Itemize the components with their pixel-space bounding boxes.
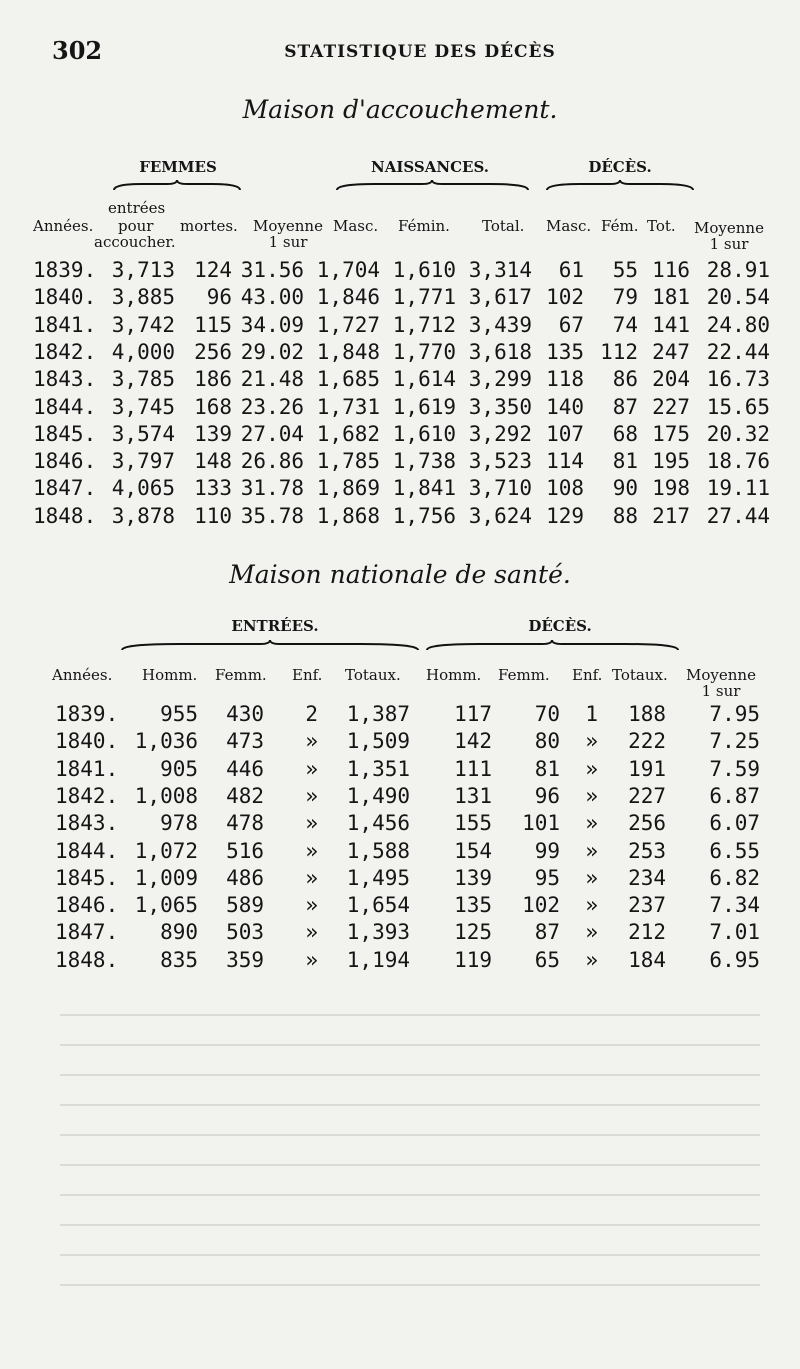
cell-deces-fem: 68 bbox=[612, 421, 638, 446]
table-row bbox=[0, 258, 800, 285]
cell-homm: 1,008 bbox=[134, 783, 198, 808]
hdr-moyenne bbox=[248, 218, 328, 250]
table-row bbox=[0, 839, 800, 866]
cell-masc: 1,785 bbox=[316, 449, 380, 474]
cell-deces-totaux: 212 bbox=[628, 920, 666, 945]
cell-homm: 1,009 bbox=[134, 865, 198, 890]
table2-title: Maison nationale de santé. bbox=[229, 560, 571, 589]
cell-totaux: 1,351 bbox=[346, 756, 410, 781]
table-row bbox=[0, 313, 800, 340]
hdr2-totaux: Totaux. bbox=[345, 666, 401, 684]
cell-entrees: 3,745 bbox=[111, 394, 175, 419]
cell-moyenne: 6.87 bbox=[709, 783, 760, 808]
hdr2-annees: Années. bbox=[52, 666, 113, 684]
table-row bbox=[0, 395, 800, 422]
cell-mortes: 115 bbox=[194, 312, 232, 337]
cell-deces-tot: 175 bbox=[652, 421, 690, 446]
cell-deces-masc: 114 bbox=[546, 449, 584, 474]
cell-femin: 1,610 bbox=[392, 421, 456, 446]
cell-year: 1844. bbox=[55, 838, 119, 863]
cell-entrees: 3,878 bbox=[111, 503, 175, 528]
hdr2-moyenne-2: 1 sur bbox=[701, 682, 741, 700]
cell-deces-tot: 217 bbox=[652, 503, 690, 528]
cell-entrees: 3,574 bbox=[111, 421, 175, 446]
hdr-masc: Masc. bbox=[333, 217, 379, 235]
cell-homm: 1,065 bbox=[134, 893, 198, 918]
table-row bbox=[0, 866, 800, 893]
cell-moyenne: 31.56 bbox=[240, 258, 304, 282]
cell-homm: 978 bbox=[160, 811, 198, 836]
cell-deces-tot: 141 bbox=[652, 312, 690, 337]
brace-entrees bbox=[120, 640, 420, 652]
cell-year: 1843. bbox=[33, 367, 97, 392]
cell-total: 3,617 bbox=[468, 285, 532, 310]
cell-year: 1841. bbox=[55, 756, 119, 781]
cell-deces-moyenne: 19.11 bbox=[706, 476, 770, 501]
cell-deces-masc: 61 bbox=[558, 258, 584, 282]
cell-moyenne: 6.55 bbox=[709, 838, 760, 863]
cell-femin: 1,712 bbox=[392, 312, 456, 337]
table-row bbox=[0, 504, 800, 531]
table-row bbox=[0, 367, 800, 394]
cell-moyenne: 35.78 bbox=[240, 503, 304, 528]
cell-masc: 1,868 bbox=[316, 503, 380, 528]
cell-femm: 516 bbox=[226, 838, 264, 863]
cell-deces-moyenne: 18.76 bbox=[706, 449, 770, 474]
cell-year: 1842. bbox=[33, 339, 97, 364]
cell-deces-enf: » bbox=[585, 865, 598, 890]
brace-deces-2 bbox=[425, 640, 680, 652]
cell-deces-fem: 74 bbox=[612, 312, 638, 337]
table-row bbox=[0, 811, 800, 838]
cell-total: 3,618 bbox=[468, 339, 532, 364]
cell-total: 3,439 bbox=[468, 312, 532, 337]
cell-deces-homm: 155 bbox=[454, 811, 492, 836]
cell-deces-tot: 227 bbox=[652, 394, 690, 419]
cell-femm: 589 bbox=[226, 893, 264, 918]
cell-deces-tot: 198 bbox=[652, 476, 690, 501]
table-row bbox=[0, 920, 800, 947]
cell-enf: » bbox=[305, 783, 318, 808]
cell-femm: 486 bbox=[226, 865, 264, 890]
cell-deces-homm: 139 bbox=[454, 865, 492, 890]
cell-deces-fem: 86 bbox=[612, 367, 638, 392]
hdr-deces-moyenne-1: Moyenne bbox=[694, 219, 764, 237]
cell-femin: 1,614 bbox=[392, 367, 456, 392]
cell-deces-moyenne: 27.44 bbox=[706, 503, 770, 528]
cell-femin: 1,756 bbox=[392, 503, 456, 528]
cell-year: 1846. bbox=[55, 893, 119, 918]
hdr-deces-masc: Masc. bbox=[546, 217, 592, 235]
table-row bbox=[0, 702, 800, 729]
cell-deces-femm: 70 bbox=[534, 702, 560, 726]
cell-femin: 1,610 bbox=[392, 258, 456, 282]
cell-deces-fem: 87 bbox=[612, 394, 638, 419]
cell-deces-totaux: 188 bbox=[628, 702, 666, 726]
cell-year: 1840. bbox=[33, 285, 97, 310]
table-row bbox=[0, 340, 800, 367]
cell-moyenne: 7.95 bbox=[709, 702, 760, 726]
cell-deces-enf: » bbox=[585, 893, 598, 918]
cell-deces-moyenne: 28.91 bbox=[706, 258, 770, 282]
cell-masc: 1,704 bbox=[316, 258, 380, 282]
cell-deces-femm: 102 bbox=[522, 893, 560, 918]
cell-total: 3,710 bbox=[468, 476, 532, 501]
cell-deces-femm: 87 bbox=[534, 920, 560, 945]
cell-enf: » bbox=[305, 893, 318, 918]
cell-homm: 835 bbox=[160, 947, 198, 972]
cell-mortes: 148 bbox=[194, 449, 232, 474]
cell-year: 1848. bbox=[55, 947, 119, 972]
brace-femmes bbox=[112, 180, 242, 192]
cell-year: 1842. bbox=[55, 783, 119, 808]
cell-deces-totaux: 191 bbox=[628, 756, 666, 781]
cell-deces-moyenne: 20.32 bbox=[706, 421, 770, 446]
cell-deces-masc: 107 bbox=[546, 421, 584, 446]
cell-mortes: 168 bbox=[194, 394, 232, 419]
cell-homm: 955 bbox=[160, 702, 198, 726]
table-row bbox=[0, 757, 800, 784]
cell-moyenne: 26.86 bbox=[240, 449, 304, 474]
group-femmes: FEMMES bbox=[139, 158, 217, 176]
cell-deces-totaux: 184 bbox=[628, 947, 666, 972]
cell-year: 1847. bbox=[55, 920, 119, 945]
cell-deces-masc: 135 bbox=[546, 339, 584, 364]
cell-deces-moyenne: 16.73 bbox=[706, 367, 770, 392]
table-row bbox=[0, 449, 800, 476]
brace-naissances bbox=[335, 180, 530, 192]
cell-femin: 1,771 bbox=[392, 285, 456, 310]
cell-year: 1839. bbox=[33, 258, 97, 282]
cell-deces-tot: 195 bbox=[652, 449, 690, 474]
cell-deces-enf: » bbox=[585, 729, 598, 754]
cell-deces-masc: 108 bbox=[546, 476, 584, 501]
cell-deces-moyenne: 20.54 bbox=[706, 285, 770, 310]
cell-enf: » bbox=[305, 947, 318, 972]
brace-deces bbox=[545, 180, 695, 192]
cell-homm: 905 bbox=[160, 756, 198, 781]
cell-deces-fem: 79 bbox=[612, 285, 638, 310]
cell-deces-enf: » bbox=[585, 756, 598, 781]
cell-moyenne: 31.78 bbox=[240, 476, 304, 501]
cell-year: 1839. bbox=[55, 702, 119, 726]
cell-masc: 1,731 bbox=[316, 394, 380, 419]
cell-year: 1848. bbox=[33, 503, 97, 528]
cell-year: 1843. bbox=[55, 811, 119, 836]
hdr-annees: Années. bbox=[33, 217, 94, 235]
cell-moyenne: 29.02 bbox=[240, 339, 304, 364]
cell-deces-masc: 129 bbox=[546, 503, 584, 528]
cell-totaux: 1,490 bbox=[346, 783, 410, 808]
cell-year: 1846. bbox=[33, 449, 97, 474]
cell-totaux: 1,387 bbox=[346, 702, 410, 726]
hdr-entrees-1: entrées bbox=[108, 199, 166, 217]
cell-deces-enf: » bbox=[585, 783, 598, 808]
cell-deces-masc: 140 bbox=[546, 394, 584, 419]
cell-deces-enf: » bbox=[585, 811, 598, 836]
group-entrees: ENTRÉES. bbox=[231, 617, 319, 635]
cell-mortes: 133 bbox=[194, 476, 232, 501]
hdr2-deces-femm: Femm. bbox=[498, 666, 550, 684]
cell-deces-fem: 81 bbox=[612, 449, 638, 474]
cell-deces-femm: 95 bbox=[534, 865, 560, 890]
cell-femin: 1,841 bbox=[392, 476, 456, 501]
cell-homm: 890 bbox=[160, 920, 198, 945]
cell-deces-moyenne: 15.65 bbox=[706, 394, 770, 419]
cell-femin: 1,770 bbox=[392, 339, 456, 364]
table-row bbox=[0, 784, 800, 811]
table-row bbox=[0, 285, 800, 312]
cell-homm: 1,072 bbox=[134, 838, 198, 863]
cell-enf: » bbox=[305, 838, 318, 863]
cell-deces-homm: 131 bbox=[454, 783, 492, 808]
cell-enf: » bbox=[305, 756, 318, 781]
cell-total: 3,523 bbox=[468, 449, 532, 474]
cell-deces-masc: 67 bbox=[558, 312, 584, 337]
hdr-mortes: mortes. bbox=[180, 217, 238, 235]
cell-moyenne: 27.04 bbox=[240, 421, 304, 446]
cell-moyenne: 6.82 bbox=[709, 865, 760, 890]
cell-total: 3,350 bbox=[468, 394, 532, 419]
group-deces-2: DÉCÈS. bbox=[528, 617, 592, 635]
cell-totaux: 1,588 bbox=[346, 838, 410, 863]
cell-deces-totaux: 253 bbox=[628, 838, 666, 863]
hdr-moyenne-2: 1 sur bbox=[268, 233, 308, 251]
cell-year: 1847. bbox=[33, 476, 97, 501]
hdr2-deces-enf: Enf. bbox=[572, 666, 603, 684]
cell-entrees: 3,797 bbox=[111, 449, 175, 474]
cell-deces-enf: » bbox=[585, 947, 598, 972]
cell-deces-homm: 154 bbox=[454, 838, 492, 863]
hdr-entrees-2: pour bbox=[118, 217, 154, 235]
cell-deces-totaux: 222 bbox=[628, 729, 666, 754]
cell-deces-tot: 181 bbox=[652, 285, 690, 310]
cell-mortes: 110 bbox=[194, 503, 232, 528]
hdr-deces-moyenne-2: 1 sur bbox=[709, 235, 749, 253]
cell-moyenne: 6.95 bbox=[709, 947, 760, 972]
cell-deces-masc: 118 bbox=[546, 367, 584, 392]
cell-mortes: 186 bbox=[194, 367, 232, 392]
cell-femm: 430 bbox=[226, 702, 264, 726]
cell-totaux: 1,393 bbox=[346, 920, 410, 945]
cell-femm: 359 bbox=[226, 947, 264, 972]
cell-masc: 1,848 bbox=[316, 339, 380, 364]
cell-moyenne: 7.34 bbox=[709, 893, 760, 918]
cell-deces-fem: 55 bbox=[612, 258, 638, 282]
cell-total: 3,299 bbox=[468, 367, 532, 392]
cell-deces-tot: 247 bbox=[652, 339, 690, 364]
cell-femm: 446 bbox=[226, 756, 264, 781]
hdr-total: Total. bbox=[482, 217, 525, 235]
cell-deces-femm: 99 bbox=[534, 838, 560, 863]
cell-totaux: 1,456 bbox=[346, 811, 410, 836]
cell-deces-masc: 102 bbox=[546, 285, 584, 310]
cell-year: 1845. bbox=[33, 421, 97, 446]
hdr-deces-tot: Tot. bbox=[647, 217, 676, 235]
hdr2-deces-totaux: Totaux. bbox=[612, 666, 668, 684]
cell-deces-enf: » bbox=[585, 838, 598, 863]
cell-entrees: 3,785 bbox=[111, 367, 175, 392]
page-number: 302 bbox=[52, 36, 103, 65]
cell-femin: 1,619 bbox=[392, 394, 456, 419]
cell-deces-homm: 111 bbox=[454, 756, 492, 781]
cell-deces-fem: 88 bbox=[612, 503, 638, 528]
hdr-moyenne-1: Moyenne bbox=[253, 217, 323, 235]
hdr2-enf: Enf. bbox=[292, 666, 323, 684]
cell-enf: 2 bbox=[305, 702, 318, 726]
cell-moyenne: 43.00 bbox=[240, 285, 304, 310]
cell-year: 1841. bbox=[33, 312, 97, 337]
cell-deces-homm: 119 bbox=[454, 947, 492, 972]
cell-totaux: 1,194 bbox=[346, 947, 410, 972]
cell-deces-enf: » bbox=[585, 920, 598, 945]
bleed-through-decoration bbox=[0, 985, 800, 1369]
cell-moyenne: 7.25 bbox=[709, 729, 760, 754]
cell-femm: 473 bbox=[226, 729, 264, 754]
cell-moyenne: 6.07 bbox=[709, 811, 760, 836]
cell-enf: » bbox=[305, 865, 318, 890]
table-row bbox=[0, 422, 800, 449]
cell-deces-homm: 142 bbox=[454, 729, 492, 754]
cell-entrees: 4,065 bbox=[111, 476, 175, 501]
cell-deces-tot: 116 bbox=[652, 258, 690, 282]
cell-deces-femm: 80 bbox=[534, 729, 560, 754]
cell-femm: 503 bbox=[226, 920, 264, 945]
cell-deces-totaux: 234 bbox=[628, 865, 666, 890]
table1-title: Maison d'accouchement. bbox=[242, 95, 558, 124]
cell-deces-fem: 90 bbox=[612, 476, 638, 501]
cell-femin: 1,738 bbox=[392, 449, 456, 474]
cell-total: 3,314 bbox=[468, 258, 532, 282]
cell-moyenne: 34.09 bbox=[240, 312, 304, 337]
cell-entrees: 3,885 bbox=[111, 285, 175, 310]
cell-mortes: 96 bbox=[206, 285, 232, 310]
cell-deces-homm: 135 bbox=[454, 893, 492, 918]
cell-moyenne: 7.01 bbox=[709, 920, 760, 945]
cell-homm: 1,036 bbox=[134, 729, 198, 754]
cell-deces-femm: 65 bbox=[534, 947, 560, 972]
cell-deces-homm: 125 bbox=[454, 920, 492, 945]
cell-moyenne: 21.48 bbox=[240, 367, 304, 392]
cell-year: 1840. bbox=[55, 729, 119, 754]
hdr-entrees-3: accoucher. bbox=[94, 233, 176, 251]
cell-totaux: 1,654 bbox=[346, 893, 410, 918]
running-title: STATISTIQUE DES DÉCÈS bbox=[284, 42, 556, 62]
cell-deces-femm: 101 bbox=[522, 811, 560, 836]
hdr2-homm: Homm. bbox=[142, 666, 198, 684]
cell-femm: 478 bbox=[226, 811, 264, 836]
cell-deces-fem: 112 bbox=[600, 339, 638, 364]
cell-masc: 1,846 bbox=[316, 285, 380, 310]
cell-enf: » bbox=[305, 729, 318, 754]
cell-entrees: 4,000 bbox=[111, 339, 175, 364]
cell-mortes: 124 bbox=[194, 258, 232, 282]
cell-year: 1845. bbox=[55, 865, 119, 890]
cell-totaux: 1,495 bbox=[346, 865, 410, 890]
cell-entrees: 3,742 bbox=[111, 312, 175, 337]
cell-deces-homm: 117 bbox=[454, 702, 492, 726]
cell-total: 3,292 bbox=[468, 421, 532, 446]
table-row bbox=[0, 729, 800, 756]
cell-moyenne: 23.26 bbox=[240, 394, 304, 419]
cell-moyenne: 7.59 bbox=[709, 756, 760, 781]
cell-deces-moyenne: 24.80 bbox=[706, 312, 770, 337]
hdr2-deces-homm: Homm. bbox=[426, 666, 482, 684]
cell-enf: » bbox=[305, 811, 318, 836]
cell-enf: » bbox=[305, 920, 318, 945]
hdr2-femm: Femm. bbox=[215, 666, 267, 684]
cell-totaux: 1,509 bbox=[346, 729, 410, 754]
cell-deces-femm: 96 bbox=[534, 783, 560, 808]
cell-deces-totaux: 256 bbox=[628, 811, 666, 836]
table-row bbox=[0, 893, 800, 920]
cell-total: 3,624 bbox=[468, 503, 532, 528]
cell-deces-enf: 1 bbox=[585, 702, 598, 726]
hdr-deces-moyenne bbox=[690, 220, 768, 252]
cell-deces-tot: 204 bbox=[652, 367, 690, 392]
hdr-deces-fem: Fém. bbox=[601, 217, 639, 235]
group-naissances: NAISSANCES. bbox=[371, 158, 489, 176]
cell-mortes: 139 bbox=[194, 421, 232, 446]
cell-masc: 1,727 bbox=[316, 312, 380, 337]
cell-deces-totaux: 227 bbox=[628, 783, 666, 808]
cell-masc: 1,869 bbox=[316, 476, 380, 501]
table-row bbox=[0, 948, 800, 975]
cell-mortes: 256 bbox=[194, 339, 232, 364]
cell-deces-totaux: 237 bbox=[628, 893, 666, 918]
group-deces: DÉCÈS. bbox=[588, 158, 652, 176]
hdr2-moyenne bbox=[680, 667, 762, 699]
cell-masc: 1,685 bbox=[316, 367, 380, 392]
cell-deces-femm: 81 bbox=[534, 756, 560, 781]
cell-entrees: 3,713 bbox=[111, 258, 175, 282]
cell-year: 1844. bbox=[33, 394, 97, 419]
table-row bbox=[0, 476, 800, 503]
cell-deces-moyenne: 22.44 bbox=[706, 339, 770, 364]
cell-femm: 482 bbox=[226, 783, 264, 808]
cell-masc: 1,682 bbox=[316, 421, 380, 446]
hdr-femin: Fémin. bbox=[398, 217, 450, 235]
hdr2-moyenne-1: Moyenne bbox=[686, 666, 756, 684]
